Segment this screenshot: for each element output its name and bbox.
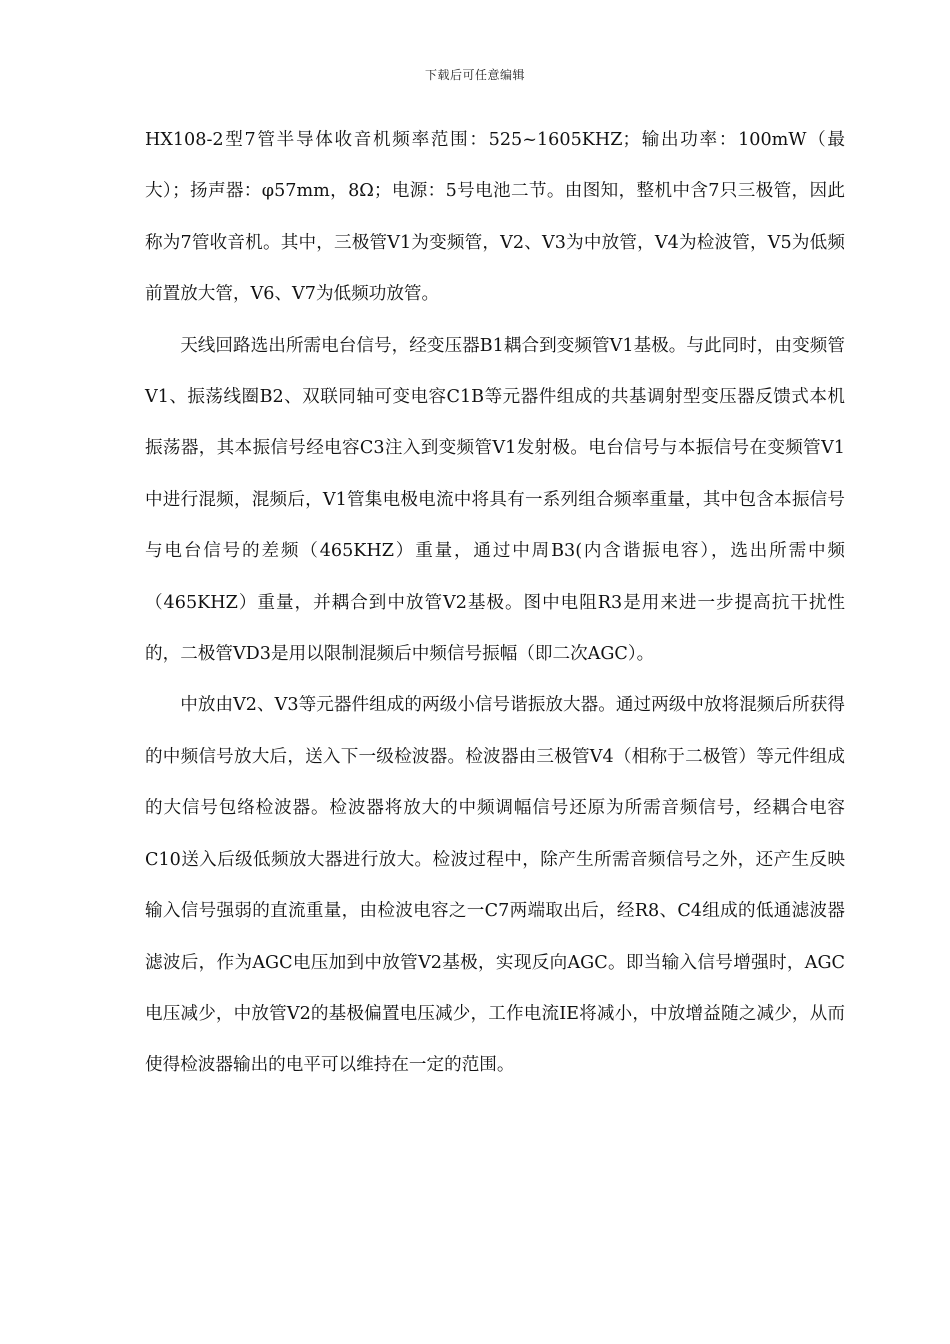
paragraph-specifications: HX108-2型7管半导体收音机频率范围：525~1605KHZ；输出功率：100mW（最大）；扬声器：φ57mm，8Ω；电源：5号电池二节。由图知，整机中含7只三极管，因此称为7管收音机。其中，三极管V1为变频管，V2、V3为中放管，V4为检波管，V5为低频前置放大管，V6、V7为低频功放管。 bbox=[145, 130, 845, 305]
paragraph-mixer-stage: 天线回路选出所需电台信号，经变压器B1耦合到变频管V1基极。与此同时，由变频管V1、振荡线圈B2、双联同轴可变电容C1B等元器件组成的共基调射型变压器反馈式本机振荡器，其本振信号经电容C3注入到变频管V1发射极。电台信号与本振信号在变频管V1中进行混频，混频后，V1管集电极电流中将具有一系列组合频率重量，其中包含本振信号与电台信号的差频（465KHZ）重量，通过中周B3(内含谐振电容），选出所需中频（465KHZ）重量，并耦合到中放管V2基极。图中电阻R3是用来进一步提高抗干扰性的，二极管VD3是用以限制混频后中频信号振幅（即二次AGC）。 bbox=[145, 335, 845, 665]
page-header: 下载后可任意编辑 bbox=[424, 68, 525, 82]
document-body bbox=[145, 115, 845, 1092]
paragraph-if-detector-agc: 中放由V2、V3等元器件组成的两级小信号谐振放大器。通过两级中放将混频后所获得的中频信号放大后，送入下一级检波器。检波器由三极管V4（相称于二极管）等元件组成的大信号包络检波器。检波器将放大的中频调幅信号还原为所需音频信号，经耦合电容C10送入后级低频放大器进行放大。检波过程中，除产生所需音频信号之外，还产生反映输入信号强弱的直流重量，由检波电容之一C7两端取出后，经R8、C4组成的低通滤波器滤波后，作为AGC电压加到中放管V2基极，实现反向AGC。即当输入信号增强时，AGC电压减少，中放管V2的基极偏置电压减少，工作电流IE将减小，中放增益随之减少，从而使得检波器输出的电平可以维持在一定的范围。 bbox=[145, 695, 845, 1076]
